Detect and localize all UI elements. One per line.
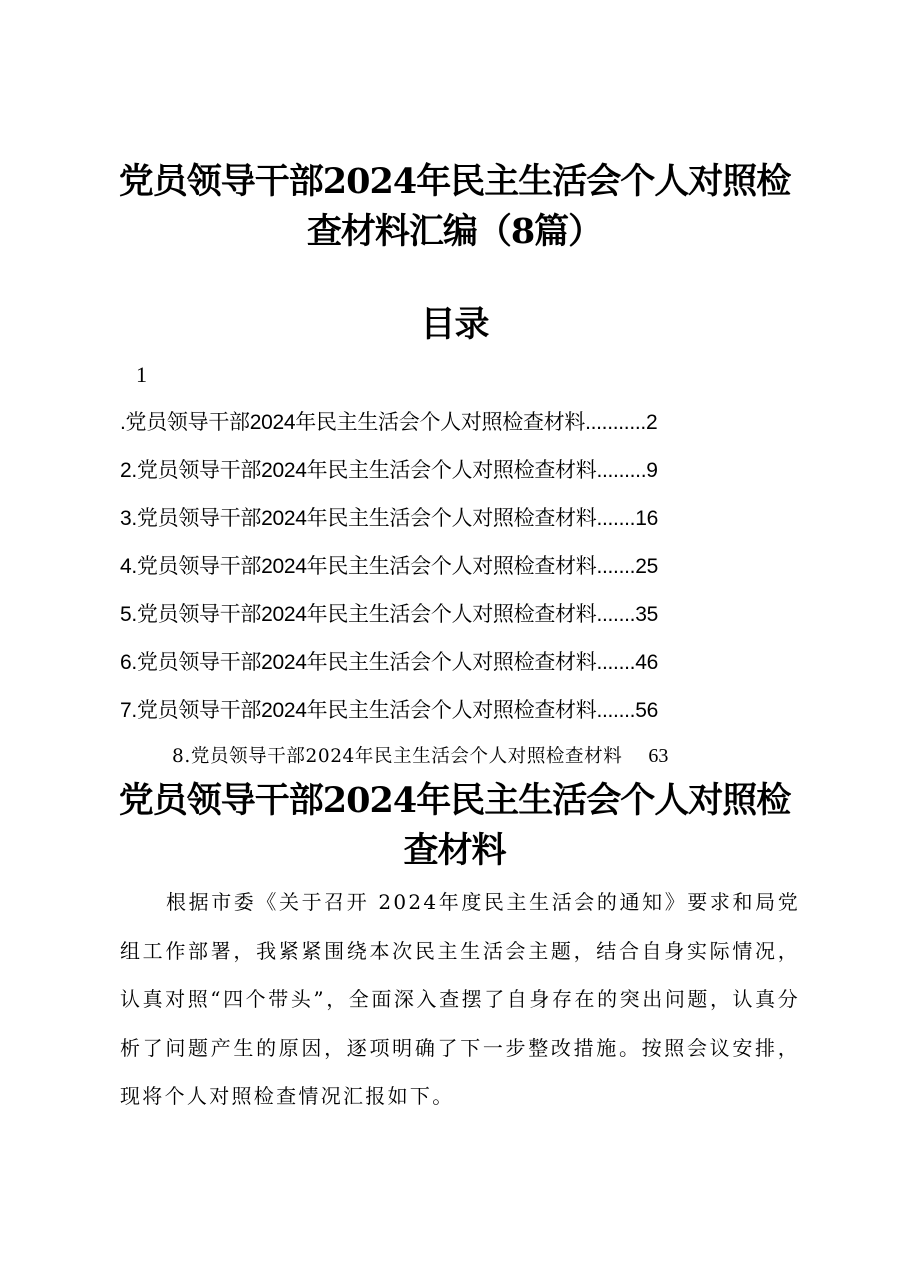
toc-entry-title: 8.党员领导干部2024年民主生活会个人对照检查材料 [172,746,623,767]
toc-entry-title: 7.党员领导干部2024年民主生活会个人对照检查材料 [120,699,597,722]
toc-entry-title: .党员领导干部2024年民主生活会个人对照检查材料 [120,411,586,434]
toc-page-number: 25 [635,555,658,578]
toc-entry-6[interactable] [120,644,760,692]
article-title-line-1: 党员领导干部2024年民主生活会个人对照检 [118,780,791,821]
toc-leader: ........... [585,411,646,434]
toc-entry-8[interactable] [172,744,668,769]
toc-page-number: 56 [635,699,658,722]
toc-entry-2[interactable] [120,452,760,500]
article-body-paragraph: 根据市委《关于召开 2024年度民主生活会的通知》要求和局党组工作部署，我紧紧围绕本次民主生活会主题，结合自身实际情况，认真对照“四个带头”，全面深入查摆了自身存在的突出问题，认真分析了问题产生的原因，逐项明确了下一步整改措施。按照会议安排，现将个人对照检查情况汇报如下。 [120,890,800,1108]
toc-leader: ....... [596,651,636,674]
toc-page-number: 46 [635,651,658,674]
toc-page-number: 16 [635,507,658,530]
toc-entry-1[interactable] [120,404,760,452]
toc-page-number: 2 [645,411,658,434]
toc-leader: ....... [596,699,636,722]
toc-lead-number: 1 [136,362,147,387]
toc-entry-7[interactable] [120,692,760,740]
toc-heading: 目录 [420,304,489,345]
toc-entry-title: 4.党员领导干部2024年民主生活会个人对照检查材料 [120,555,597,578]
toc-leader: ....... [596,603,636,626]
toc-leader: ....... [596,555,636,578]
toc-page-number: 9 [646,459,658,482]
toc-entry-title: 5.党员领导干部2024年民主生活会个人对照检查材料 [120,603,597,626]
toc-page-number: 63 [648,745,669,767]
toc-entry-5[interactable] [120,596,760,644]
document-title-line-2: 查材料汇编（8篇） [306,211,603,252]
toc-entry-title: 6.党员领导干部2024年民主生活会个人对照检查材料 [120,651,597,674]
document-title [60,157,849,257]
toc-entry-title: 2.党员领导干部2024年民主生活会个人对照检查材料 [120,459,597,482]
article-title-line-2: 查材料 [403,830,506,871]
article-title [60,776,849,876]
toc-leader: ....... [596,507,636,530]
table-of-contents [120,404,760,740]
document-title-line-1: 党员领导干部2024年民主生活会个人对照检 [118,161,791,202]
toc-leader: ......... [596,459,647,482]
toc-entry-4[interactable] [120,548,760,596]
toc-page-number: 35 [635,603,658,626]
toc-entry-title: 3.党员领导干部2024年民主生活会个人对照检查材料 [120,507,597,530]
toc-entry-3[interactable] [120,500,760,548]
